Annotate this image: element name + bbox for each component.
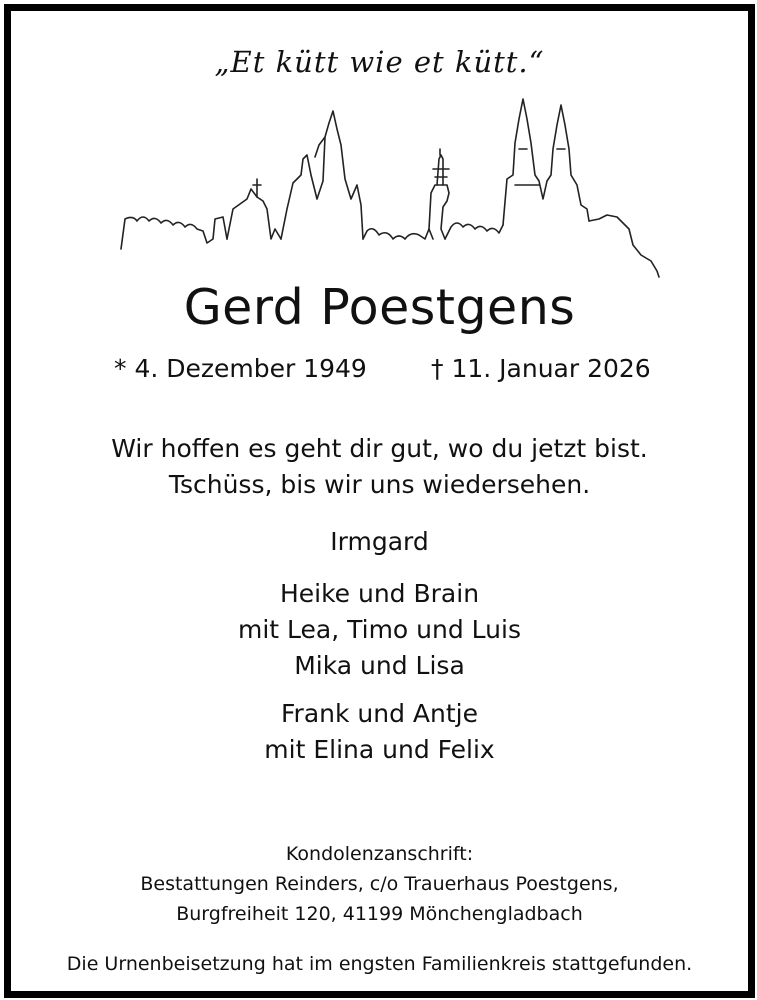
message-line: Tschüss, bis wir uns wiedersehen. [168, 470, 591, 499]
mourner-line: Frank und Antje [280, 699, 478, 728]
obituary-frame [4, 4, 755, 998]
death-date: † 11. Januar 2026 [431, 354, 651, 383]
condolence-address [11, 839, 748, 929]
mourner-line: Mika und Lisa [294, 651, 465, 680]
mourner-line: Heike und Brain [279, 579, 480, 608]
condolence-line: Bestattungen Reinders, c/o Trauerhaus Poestgens, [140, 873, 619, 895]
motto: „Et kütt wie et kütt.“ [214, 45, 545, 79]
mourner-group [11, 696, 748, 768]
mourner-line: mit Elina und Felix [264, 735, 495, 764]
message-line: Wir hoffen es geht dir gut, wo du jetzt bist. [111, 434, 648, 463]
mourner-spouse: Irmgard [330, 527, 429, 556]
burial-note: Die Urnenbeisetzung hat im engsten Familienkreis stattgefunden. [66, 953, 693, 975]
farewell-message [11, 431, 748, 503]
condolence-heading: Kondolenzanschrift: [285, 843, 474, 865]
mourner-line: mit Lea, Timo und Luis [238, 615, 521, 644]
birth-date: * 4. Dezember 1949 [114, 354, 367, 383]
deceased-name: Gerd Poestgens [183, 279, 576, 336]
condolence-line: Burgfreiheit 120, 41199 Mönchengladbach [176, 903, 583, 925]
cologne-skyline-drawing-icon [111, 89, 671, 279]
mourner-group [11, 576, 748, 684]
